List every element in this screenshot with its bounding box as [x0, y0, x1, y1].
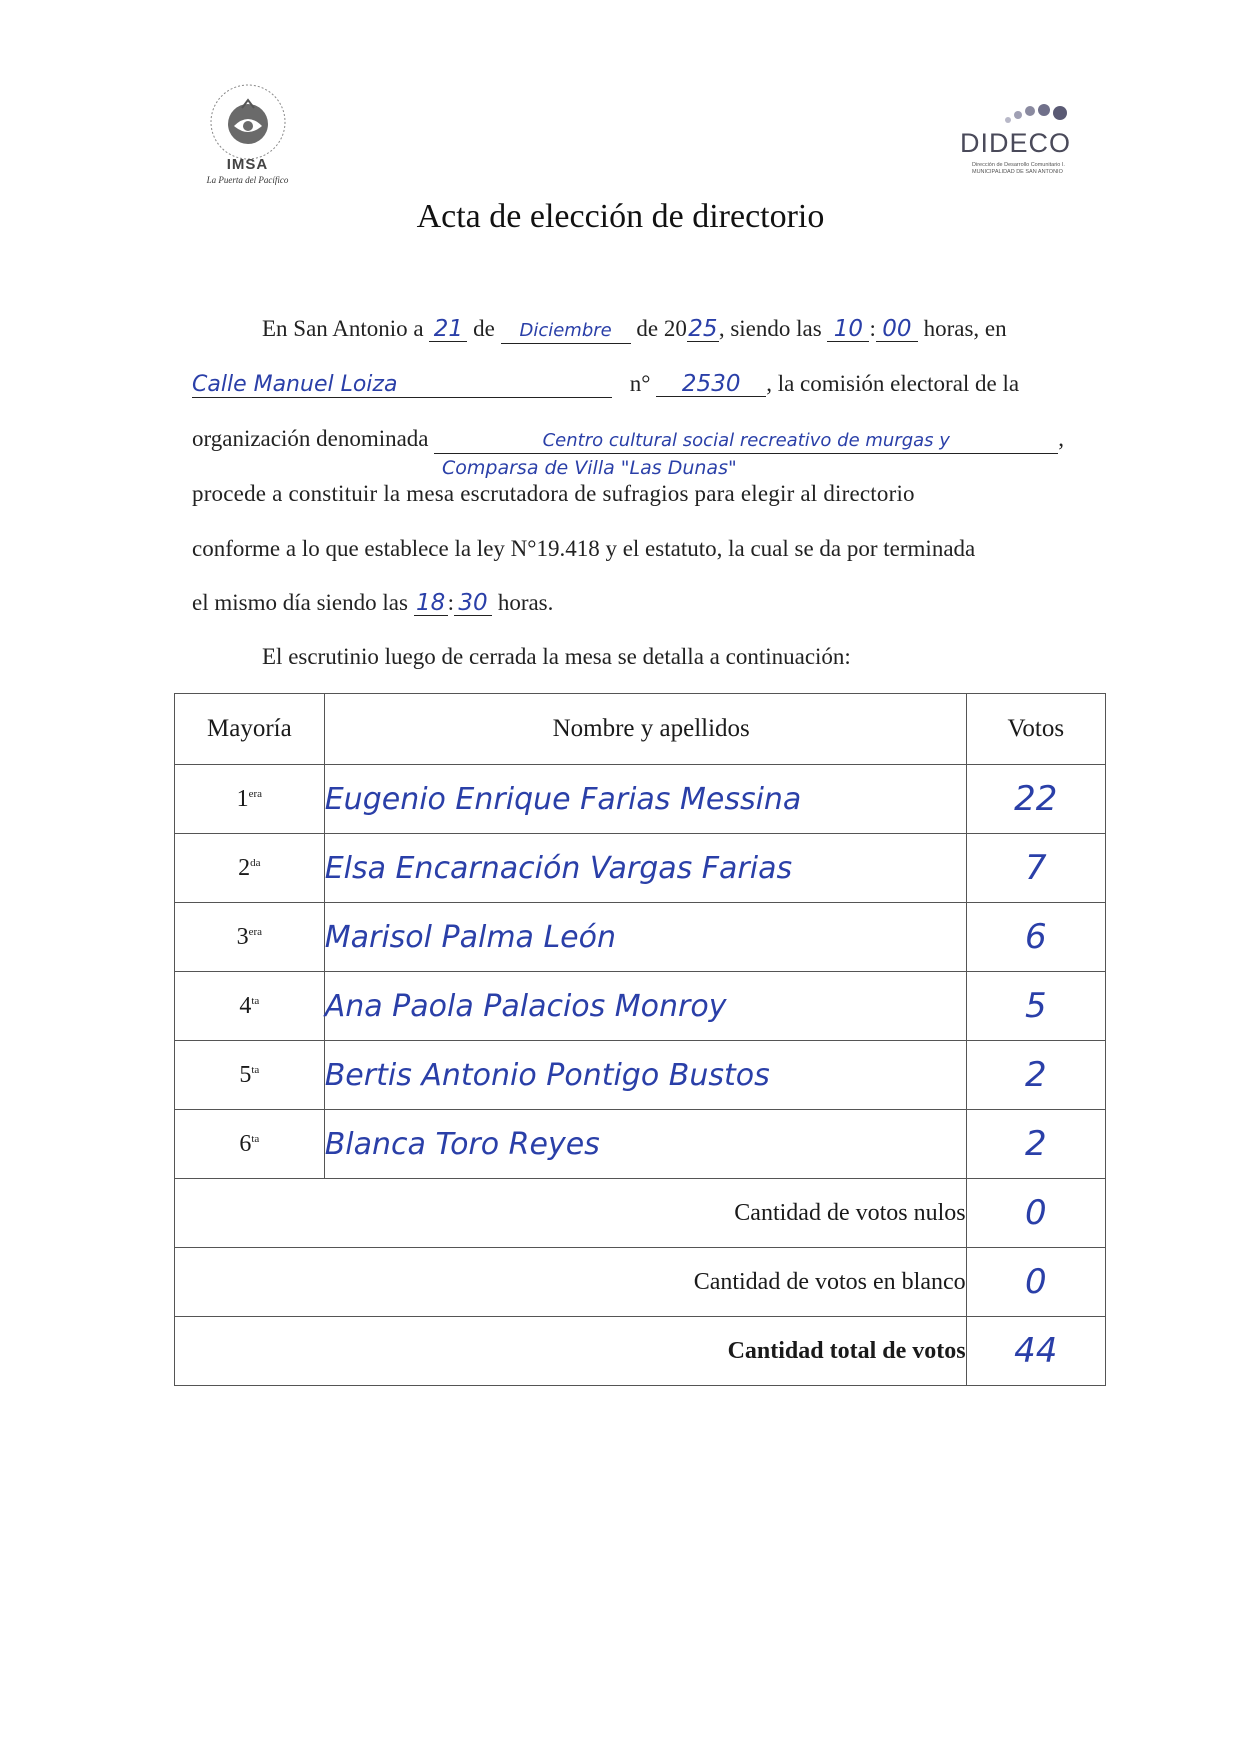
total-votes-row — [175, 1317, 1106, 1386]
text-fragment: En San Antonio a — [262, 316, 424, 341]
body-line-1: En San Antonio a 21 de Diciembre de 2025, siendo las 10 : 00 horas, en — [262, 316, 1007, 342]
rank-suffix: era — [248, 787, 263, 800]
rank-number: 4 — [239, 992, 252, 1019]
votes-table — [174, 693, 1106, 1386]
street-number-field: 2530 — [656, 372, 766, 397]
body-line-4: procede a constituir la mesa escrutadora de sufragios para elegir al directorio — [192, 481, 915, 506]
rank-cell — [175, 1041, 325, 1110]
dideco-logo — [960, 100, 1105, 180]
imsa-tagline: La Puerta del Pacífico — [206, 175, 289, 185]
body-line-6: el mismo día siendo las 18 : 30 horas. — [192, 590, 554, 616]
text-fragment: , siendo las — [718, 316, 822, 341]
number-label: n° — [629, 371, 651, 396]
header-mayoria: Mayoría — [175, 694, 325, 765]
organization-name-field: Centro cultural social recreativo de murgas y — [434, 429, 1058, 454]
body-line-3 — [192, 426, 1064, 454]
table-row — [175, 903, 1106, 972]
imsa-logo — [185, 82, 310, 192]
document-title: Acta de elección de directorio — [416, 198, 825, 235]
table-header-row — [175, 694, 1106, 765]
null-votes-row — [175, 1179, 1106, 1248]
body-line-7: El escrutinio luego de cerrada la mesa se detalla a continuación: — [262, 644, 851, 669]
candidate-votes: 22 — [966, 765, 1105, 834]
month-field: Diciembre — [501, 319, 631, 344]
rank-cell — [175, 1110, 325, 1179]
candidate-name: Marisol Palma León — [324, 903, 966, 972]
body-line-5: conforme a lo que establece la ley N°19.418 y el estatuto, la cual se da por terminada — [192, 536, 976, 561]
text-fragment: , la comisión electoral de la — [766, 371, 1020, 396]
rank-cell — [175, 834, 325, 903]
end-hour-field: 18 — [414, 591, 448, 616]
table-row — [175, 765, 1106, 834]
total-votes-value: 44 — [966, 1317, 1105, 1386]
day-field: 21 — [429, 317, 467, 342]
table-row — [175, 1041, 1106, 1110]
candidate-votes: 2 — [966, 1041, 1105, 1110]
text-fragment: horas. — [497, 590, 554, 615]
rank-suffix: era — [248, 925, 263, 938]
candidate-votes: 5 — [966, 972, 1105, 1041]
table-row — [175, 972, 1106, 1041]
dideco-subtitle: Dirección de Desarrollo Comunitario I. MUNICIPALIDAD DE SAN ANTONIO — [972, 162, 1065, 175]
text-fragment: de 20 — [636, 316, 687, 341]
candidate-name: Ana Paola Palacios Monroy — [324, 972, 966, 1041]
table-row — [175, 1110, 1106, 1179]
rank-suffix: ta — [251, 1063, 260, 1076]
blank-votes-label: Cantidad de votos en blanco — [175, 1248, 967, 1317]
candidate-votes: 2 — [966, 1110, 1105, 1179]
start-minute-field: 00 — [876, 317, 918, 342]
year-field: 25 — [688, 316, 718, 342]
candidate-votes: 7 — [966, 834, 1105, 903]
candidate-name: Blanca Toro Reyes — [324, 1110, 966, 1179]
header-nombre: Nombre y apellidos — [324, 694, 966, 765]
blank-votes-value: 0 — [966, 1248, 1105, 1317]
candidate-name: Bertis Antonio Pontigo Bustos — [324, 1041, 966, 1110]
rank-number: 1 — [236, 785, 249, 812]
dideco-brand: DIDECO — [960, 128, 1072, 158]
candidate-votes: 6 — [966, 903, 1105, 972]
rank-cell — [175, 903, 325, 972]
street-field: Calle Manuel Loiza — [192, 373, 612, 398]
rank-suffix: ta — [251, 1132, 260, 1145]
imsa-abbr: IMSA — [226, 156, 269, 173]
rank-suffix: da — [250, 856, 261, 869]
rank-cell — [175, 765, 325, 834]
null-votes-value: 0 — [966, 1179, 1105, 1248]
organization-name-continued: Comparsa de Villa "Las Dunas" — [442, 457, 737, 479]
null-votes-label: Cantidad de votos nulos — [175, 1179, 967, 1248]
rank-number: 3 — [236, 923, 249, 950]
text-fragment: organización denominada — [192, 426, 429, 451]
candidate-name: Eugenio Enrique Farias Messina — [324, 765, 966, 834]
rank-number: 5 — [239, 1061, 252, 1088]
end-minute-field: 30 — [454, 591, 492, 616]
dideco-dots-icon — [1000, 100, 1080, 130]
text-fragment: horas, en — [923, 316, 1007, 341]
rank-cell — [175, 972, 325, 1041]
text-fragment: de — [473, 316, 495, 341]
table-row — [175, 834, 1106, 903]
organization-name-line-2 — [442, 454, 737, 480]
start-hour-field: 10 — [827, 317, 869, 342]
header-votos: Votos — [966, 694, 1105, 765]
blank-votes-row — [175, 1248, 1106, 1317]
rank-number: 2 — [238, 854, 251, 881]
text-fragment: , — [1058, 426, 1065, 451]
rank-suffix: ta — [251, 994, 260, 1007]
candidate-name: Elsa Encarnación Vargas Farias — [324, 834, 966, 903]
municipal-seal-icon — [208, 82, 288, 162]
text-fragment: el mismo día siendo las — [192, 590, 408, 615]
rank-number: 6 — [239, 1130, 252, 1157]
body-line-2 — [192, 371, 1019, 398]
total-votes-label: Cantidad total de votos — [175, 1317, 967, 1386]
